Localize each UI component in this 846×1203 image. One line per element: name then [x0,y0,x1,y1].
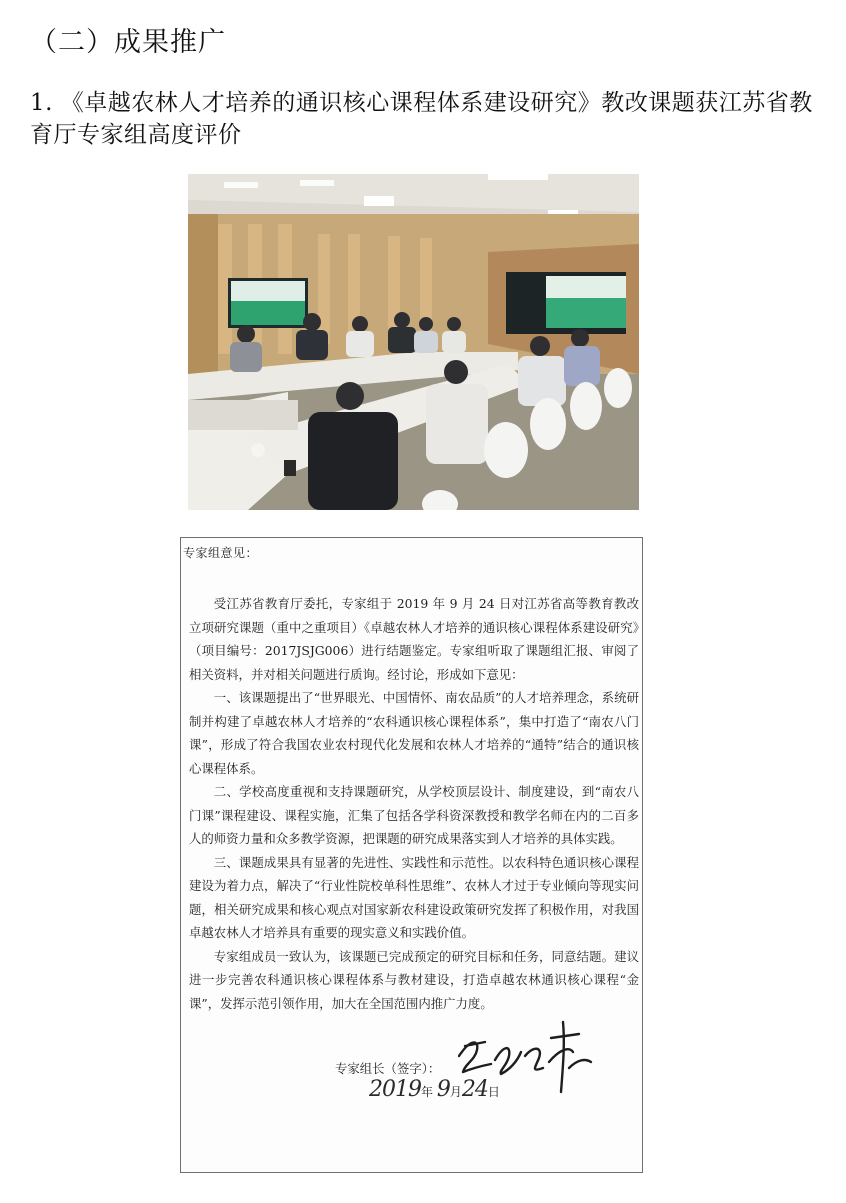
signature-label: 专家组长（签字）： [335,1061,441,1076]
section-heading: （二）成果推广 [30,27,226,58]
opinion-paragraph: 受江苏省教育厅委托，专家组于 2019 年 9 月 24 日对江苏省高等教育教改立项研究课题（重中之重项目）《卓越农林人才培养的通识核心课程体系建设研究》（项目编号：2017JSJG006）进行结题鉴定。专家组听取了课题组汇报、审阅了相关资料，并对相关问题进行质询。经讨论，形成如下意见： [189,596,639,682]
item-title-text: 《卓越农林人才培养的通识核心课程体系建设研究》教改课题获江苏省教育厅专家组高度评价 [30,90,813,148]
opinion-paragraph: 二、学校高度重视和支持课题研究，从学校顶层设计、制度建设，到“南农八门课”课程建设、课程实施，汇集了包括各学科资深教授和教学名师在内的二百多人的师资力量和众多教学资源，把课题的研究成果落实到人才培养的具体实践。 [189,784,639,846]
date-month: 9 [436,1077,450,1102]
opinion-paragraph: 三、课题成果具有显著的先进性、实践性和示范性。以农科特色通识核心课程建设为着力点，解决了“行业性院校单科性思维”、农林人才过于专业倾向等现实问题，相关研究成果和核心观点对国家新农科建设政策研究发挥了积极作用，对我国卓越农林人才培养具有重要的现实意义和实践价值。 [189,854,639,940]
date-year: 2019 [369,1077,421,1102]
date-year-char: 年 [421,1085,434,1099]
opinion-paragraph: 一、该课题提出了“世界眼光、中国情怀、南农品质”的人才培养理念，系统研制并构建了卓越农林人才培养的“农科通识核心课程体系”，集中打造了“南农八门课”，形成了符合我国农业农村现代化发展和农林人才培养的“通特”结合的通识核心课程体系。 [189,690,639,776]
expert-opinion-body [189,592,639,1015]
signing-date [369,1077,500,1102]
date-day: 24 [461,1077,488,1102]
expert-opinion-document [180,537,643,1173]
item-title [30,87,820,151]
item-number: 1. [30,90,61,116]
date-month-char: 月 [449,1085,462,1099]
opinion-paragraph: 专家组成员一致认为，该课题已完成预定的研究目标和任务，同意结题。建议进一步完善农科通识核心课程体系与教材建设，打造卓越农林通识核心课程“金课”，发挥示范引领作用，加大在全国范围内推广力度。 [189,948,639,1011]
meeting-photo-illustration [188,174,639,510]
expert-opinion-heading: 专家组意见： [183,546,259,560]
meeting-photo [188,174,639,510]
date-day-char: 日 [487,1085,500,1099]
